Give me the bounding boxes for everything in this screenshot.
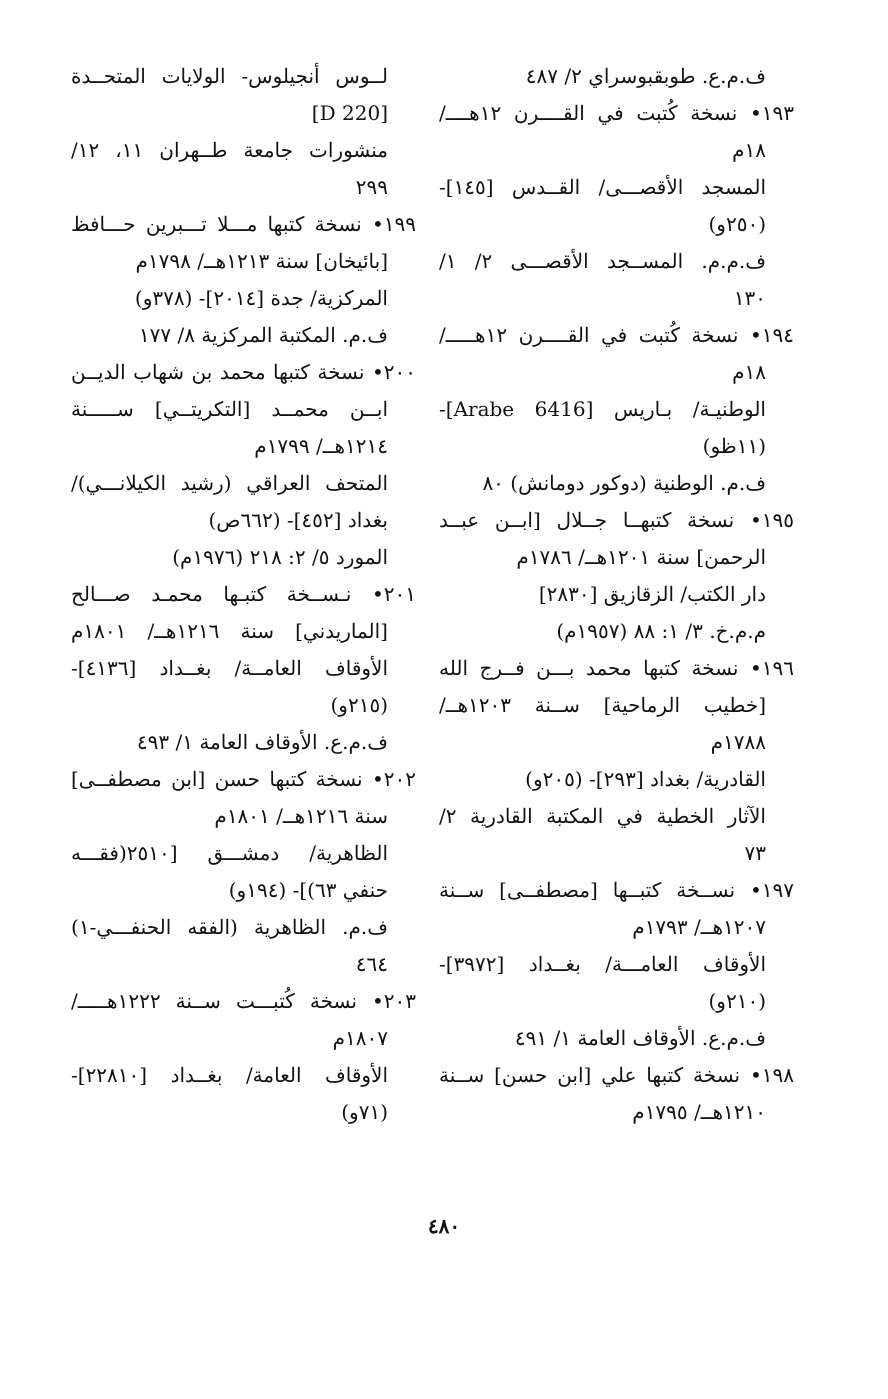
page-number: ٤٨٠ (427, 1214, 461, 1238)
text-line: ٢٠٢• نسخة كتبها حسن [ابن مصطفــى] (71, 767, 416, 791)
text-line: ١٣٠ (733, 286, 766, 310)
text-line: ١٢٠٧هــ/ ١٧٩٣م (632, 915, 766, 939)
text-line: (٧١و) (341, 1100, 388, 1124)
text-line: ١٨م (732, 138, 766, 162)
text-line: ف.م.ع. الأوقاف العامة ١/ ٤٩٣ (136, 730, 388, 754)
text-line: ١٩٥• نسخة كتبهــا جــلال [ابــن عبــد (439, 508, 794, 532)
text-line: [D 220] (311, 101, 388, 125)
text-line: (٢١٠و) (708, 989, 766, 1013)
text-line: (٢١٥و) (330, 693, 388, 717)
text-line: المسجد الأقصـــى/ القــدس [١٤٥]- (439, 175, 766, 199)
text-line: ١٩٧• نســخة كتبــها [مصطفــى] ســنة (439, 878, 794, 902)
text-line: [خطيب الرماحية] ســنة ١٢٠٣هــ/ (439, 693, 766, 717)
text-line: ٢٠٠• نسخة كتبها محمد بن شهاب الديــن (71, 360, 416, 384)
text-line: حنفي ٦٣)]- (١٩٤و) (228, 878, 388, 902)
text-line: بغداد [٤٥٢]- (٦٦٢ص) (208, 508, 388, 532)
right-column (439, 58, 794, 1131)
text-line: دار الكتب/ الزقازيق [٢٨٣٠] (538, 582, 766, 606)
text-line: الأوقاف العامـــة/ بغــداد [٣٩٧٢]- (439, 952, 766, 976)
text-line: لــوس أنجيلوس- الولايات المتحــدة (71, 64, 388, 88)
text-line: الأوقاف العامة/ بغــداد [٢٢٨١٠]- (71, 1063, 388, 1087)
text-line: ف.م. الظاهرية (الفقه الحنفـــي-١) (71, 915, 388, 939)
text-line: سنة ١٢١٦هــ/ ١٨٠١م (214, 804, 388, 828)
text-line: الأوقاف العامــة/ بغــداد [٤١٣٦]- (71, 656, 388, 680)
text-line: الوطنيـة/ بـاريس [Arabe 6416]- (439, 397, 766, 421)
text-line: ف.م.ع. الأوقاف العامة ١/ ٤٩١ (514, 1026, 766, 1050)
text-line: ف.م. المكتبة المركزية ٨/ ١٧٧ (138, 323, 388, 347)
text-line: ف.م. الوطنية (دوكور دومانش) ٨٠ (482, 471, 766, 495)
text-line: ١٢١٠هــ/ ١٧٩٥م (632, 1100, 766, 1124)
text-line: ١٩٩• نسخة كتبها مـــلا تـــبرين حـــافظ (71, 212, 416, 236)
text-line: ١٧٨٨م (710, 730, 766, 754)
text-line: [الماريدني] سنة ١٢١٦هــ/ ١٨٠١م (71, 619, 388, 643)
text-line: المركزية/ جدة [٢٠١٤]- (٣٧٨و) (134, 286, 388, 310)
text-line: ١٨٠٧م (332, 1026, 388, 1050)
text-line: ٢٠٣• نسخة كُتبـــت ســنة ١٢٢٢هـــــ/ (71, 989, 416, 1013)
text-line: ١٩٣• نسخة كُتبت في القــــرن ١٢هــــ/ (439, 101, 794, 125)
text-line: (٢٥٠و) (708, 212, 766, 236)
text-line: ٧٣ (744, 841, 766, 865)
text-line: ٤٦٤ (355, 952, 388, 976)
text-line: القادرية/ بغداد [٢٩٣]- (٢٠٥و) (525, 767, 766, 791)
text-line: ابــن محمــد [التكريتــي] ســـــنة (71, 397, 388, 421)
text-line: ١٢١٤هــ/ ١٧٩٩م (254, 434, 388, 458)
text-line: ١٩٦• نسخة كتبها محمد بـــن فــرج الله (439, 656, 794, 680)
text-line: الظاهرية/ دمشـــق [٢٥١٠(فقـــه (71, 841, 388, 865)
text-line: المتحف العراقي (رشيد الكيلانـــي)/ (71, 471, 388, 495)
left-column (71, 58, 416, 1131)
text-line: ١٩٤• نسخة كُتبت في القــــرن ١٢هـــــ/ (439, 323, 794, 347)
text-line: [بائيخان] سنة ١٢١٣هــ/ ١٧٩٨م (135, 249, 388, 273)
text-line: ٢٩٩ (355, 175, 388, 199)
text-line: ١٩٨• نسخة كتبها علي [ابن حسن] ســنة (439, 1063, 794, 1087)
text-line: المورد ٥/ ٢: ٢١٨ (١٩٧٦م) (172, 545, 388, 569)
text-line: ٢٠١• نـســخة كتبـها محمـد صـــالح (71, 582, 416, 606)
text-line: ف.م.ع. طوبقبوسراي ٢/ ٤٨٧ (525, 64, 766, 88)
text-line: ١٨م (732, 360, 766, 384)
text-line: الآثار الخطية في المكتبة القادرية ٢/ (439, 804, 766, 828)
text-line: (١١ظو) (702, 434, 766, 458)
text-line: الرحمن] سنة ١٢٠١هــ/ ١٧٨٦م (516, 545, 766, 569)
text-line: م.م.خ. ٣/ ١: ٨٨ (١٩٥٧م) (556, 619, 766, 643)
text-line: ف.م.م. المســجد الأقصـــى ٢/ ١/ (439, 249, 766, 273)
text-line: منشورات جامعة طــهران ١١، ١٢/ (71, 138, 388, 162)
